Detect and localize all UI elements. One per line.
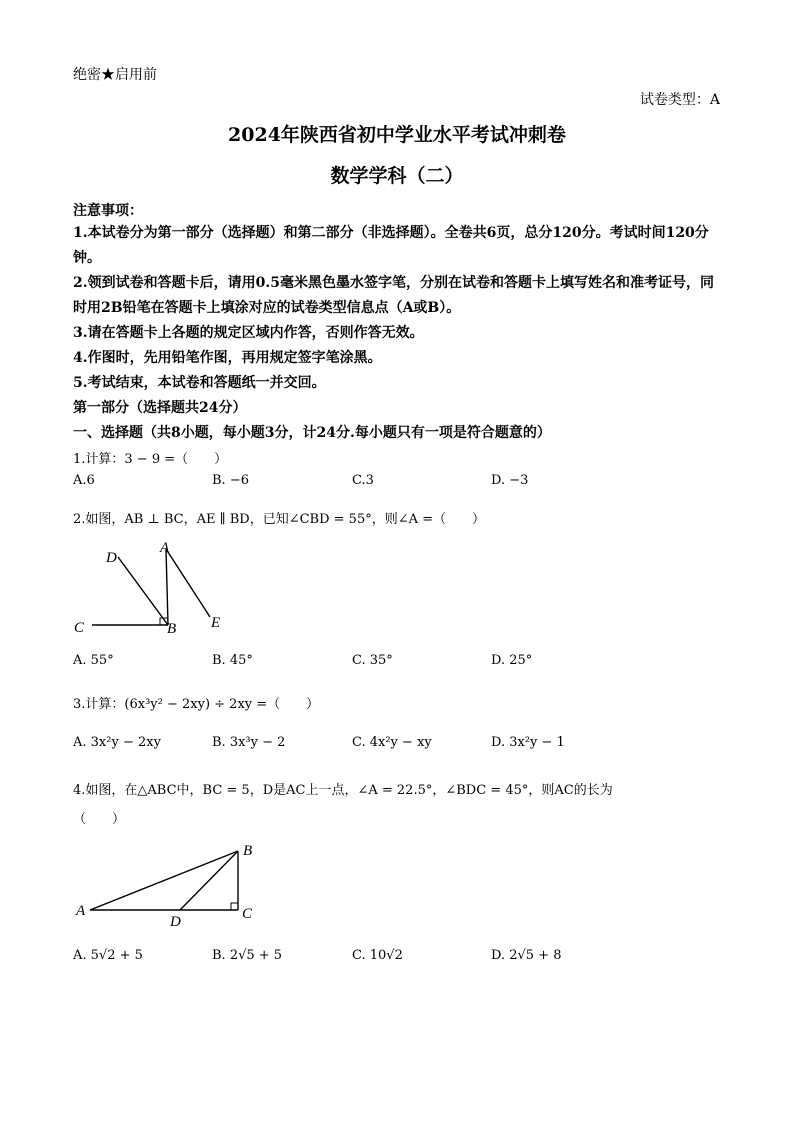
question-3-option-d: D. 3x²y − 1 [491, 735, 565, 750]
exam-subtitle: 数学学科（二） [330, 165, 464, 187]
segment-ba [166, 549, 168, 625]
label-b: B [167, 621, 177, 637]
segment-bd [180, 851, 238, 910]
segment-ae [166, 549, 210, 617]
question-4-option-a: A. 5√2 + 5 [73, 948, 143, 963]
question-2-option-d: D. 25° [491, 653, 533, 668]
label-c: C [74, 620, 85, 636]
confidential-label: 绝密★启用前 [73, 67, 157, 83]
question-2-option-a: A. 55° [73, 653, 114, 668]
question-3-option-b: B. 3x³y − 2 [212, 735, 286, 750]
part-one-title: 第一部分（选择题共24分） [73, 400, 247, 416]
question-3-stem: 3.计算：(6x³y² − 2xy) ÷ 2xy =（ ） [73, 697, 320, 712]
notes-list [73, 221, 723, 396]
exam-title: 2024年陕西省初中学业水平考试冲刺卷 [228, 124, 566, 146]
note-item: 3.请在答题卡上各题的规定区域内作答，否则作答无效。 [73, 325, 424, 341]
section-title: 一、选择题（共8小题，每小题3分，计24分.每小题只有一项是符合题意的） [73, 425, 551, 441]
label-d: D [106, 550, 117, 566]
label-d: D [170, 914, 181, 930]
question-4-option-c: C. 10√2 [352, 948, 403, 963]
paper-type-label: 试卷类型：A [639, 92, 720, 108]
question-2-stem: 2.如图，AB ⊥ BC，AE ∥ BD，已知∠CBD = 55°，则∠A =（ ） [73, 512, 486, 527]
note-item: 2.领到试卷和答题卡后，请用0.5毫米黑色墨水签字笔，分别在试卷和答题卡上填写姓名和准考证号，同时用2B铅笔在答题卡上填涂对应的试卷类型信息点（A或B）。 [73, 275, 714, 316]
question-4-option-d: D. 2√5 + 8 [491, 948, 562, 963]
question-4-figure [70, 838, 270, 933]
question-1-stem: 1.计算：3 − 9 =（ ） [73, 452, 228, 467]
question-1-option-b: B. −6 [212, 473, 249, 488]
question-1-option-a: A.6 [73, 473, 95, 488]
question-3-option-a: A. 3x²y − 2xy [73, 735, 161, 750]
question-2-figure [70, 535, 240, 640]
question-2-option-c: C. 35° [352, 653, 393, 668]
question-1-option-c: C.3 [352, 473, 374, 488]
notes-heading: 注意事项： [73, 203, 143, 219]
label-a: A [160, 540, 170, 556]
label-a: A [76, 903, 86, 919]
note-item: 1.本试卷分为第一部分（选择题）和第二部分（非选择题）。全卷共6页，总分120分。考试时间120分钟。 [73, 225, 709, 266]
question-2-option-b: B. 45° [212, 653, 253, 668]
note-item: 5.考试结束，本试卷和答题纸一并交回。 [73, 375, 326, 391]
note-item: 4.作图时，先用铅笔作图，再用规定签字笔涂黑。 [73, 350, 382, 366]
label-c: C [242, 906, 253, 922]
right-angle-mark [231, 903, 238, 910]
label-e: E [211, 615, 221, 631]
label-b: B [243, 843, 253, 859]
question-3-option-c: C. 4x²y − xy [352, 735, 432, 750]
question-1-option-d: D. −3 [491, 473, 529, 488]
question-4-option-b: B. 2√5 + 5 [212, 948, 283, 963]
question-4-stem: 4.如图，在△ABC中，BC = 5，D是AC上一点，∠A = 22.5°，∠BDC = 45°，则AC的长为 [73, 783, 613, 798]
question-4-stem-continued: （ ） [73, 812, 126, 827]
segment-bd [118, 557, 168, 625]
segment-ab [90, 851, 238, 910]
